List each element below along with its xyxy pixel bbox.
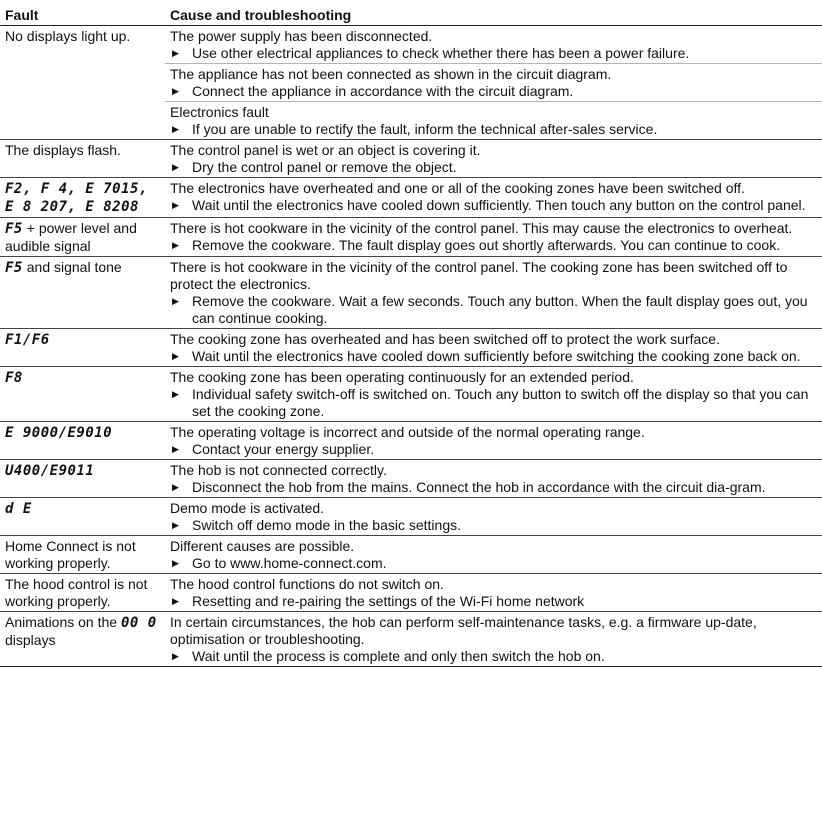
remedy-step: [170, 648, 816, 665]
fault-cell: [0, 422, 165, 460]
fault-cell: [0, 26, 165, 140]
cause-text: The electronics have overheated and one or all of the cooking zones have been switched off.: [170, 180, 745, 196]
fault-code: F2, F 4, E 7015, E 8 207, E 8208: [5, 181, 148, 215]
cause-text: The hob is not connected correctly.: [170, 462, 387, 478]
fault-cell: [0, 498, 165, 536]
table-row: [0, 367, 822, 422]
table-row: [0, 460, 822, 498]
fault-code: F1/F6: [5, 332, 50, 348]
remedy-step: [170, 159, 816, 176]
fault-cell: [0, 218, 165, 257]
table-row: [0, 329, 822, 367]
cause-text: There is hot cookware in the vicinity of the control panel. The cooking zone has been switched off to protect the electronics.: [170, 259, 788, 292]
fault-code: E 9000/E9010: [5, 425, 113, 441]
cause-text: Electronics fault: [170, 104, 269, 120]
fault-cell: [0, 367, 165, 422]
cause-text: The cooking zone has been operating continuously for an extended period.: [170, 369, 634, 385]
remedy-step: [170, 45, 816, 62]
remedy-step: [170, 83, 816, 100]
fault-text: and signal tone: [22, 259, 122, 275]
remedy-text: Disconnect the hob from the mains. Connect the hob in accordance with the circuit dia-gram.: [192, 479, 766, 495]
remedy-step: [170, 348, 816, 365]
table-row: [0, 612, 822, 667]
triangle-right-icon: ▶: [172, 162, 179, 172]
remedy-text: If you are unable to rectify the fault, inform the technical after-sales service.: [192, 121, 658, 137]
remedy-text: Go to www.home-connect.com.: [192, 555, 387, 571]
table-row: [0, 498, 822, 536]
remedy-step: [170, 293, 816, 327]
table-body: [0, 26, 822, 667]
cause-text: Demo mode is activated.: [170, 500, 325, 516]
fault-cell: [0, 178, 165, 218]
remedy-text: Wait until the electronics have cooled down sufficiently before switching the cooking zone back on.: [192, 348, 801, 364]
remedy-step: [170, 197, 816, 214]
table-row: [0, 574, 822, 612]
remedy-step: [170, 121, 816, 138]
remedy-text: Remove the cookware. Wait a few seconds. Touch any button. When the fault display goes out, you can continue cooking.: [192, 293, 808, 326]
triangle-right-icon: ▶: [172, 596, 179, 606]
cause-text: In certain circumstances, the hob can perform self-maintenance tasks, e.g. a firmware up-date, optimisation or troubleshooting.: [170, 614, 757, 647]
cause-cell: [165, 102, 822, 140]
cause-cell: [165, 612, 822, 667]
remedy-step: [170, 593, 816, 610]
fault-text: Home Connect is not working properly.: [5, 538, 136, 571]
triangle-right-icon: ▶: [172, 444, 179, 454]
table-row: [0, 218, 822, 257]
cause-cell: [165, 26, 822, 64]
triangle-right-icon: ▶: [172, 296, 179, 306]
remedy-text: Wait until the electronics have cooled down sufficiently. Then touch any button on the control panel.: [192, 197, 806, 213]
triangle-right-icon: ▶: [172, 520, 179, 530]
triangle-right-icon: ▶: [172, 389, 179, 399]
cause-cell: [165, 329, 822, 367]
cause-cell: [165, 536, 822, 574]
remedy-text: Dry the control panel or remove the object.: [192, 159, 457, 175]
fault-text: The hood control is not working properly.: [5, 576, 148, 609]
triangle-right-icon: ▶: [172, 558, 179, 568]
fault-cell: [0, 257, 165, 329]
remedy-text: Contact your energy supplier.: [192, 441, 375, 457]
cause-cell: [165, 218, 822, 257]
fault-cell: [0, 329, 165, 367]
table-row: [0, 26, 822, 64]
triangle-right-icon: ▶: [172, 48, 179, 58]
table-row: [0, 178, 822, 218]
cause-column-header: Cause and troubleshooting: [165, 0, 822, 26]
triangle-right-icon: ▶: [172, 482, 179, 492]
remedy-step: [170, 517, 816, 534]
fault-column-header: Fault: [0, 0, 165, 26]
remedy-text: Wait until the process is complete and only then switch the hob on.: [192, 648, 605, 664]
fault-code: 00 0: [120, 615, 157, 631]
fault-text: Animations on the: [5, 614, 121, 630]
cause-cell: [165, 367, 822, 422]
fault-cell: [0, 460, 165, 498]
cause-text: There is hot cookware in the vicinity of the control panel. This may cause the electronics to overheat.: [170, 220, 793, 236]
cause-cell: [165, 574, 822, 612]
table-row: [0, 257, 822, 329]
fault-text: + power level and audible signal: [5, 220, 137, 254]
header-row: [0, 0, 822, 26]
remedy-text: Individual safety switch-off is switched on. Touch any button to switch off the display so that you can set the cooking zone.: [192, 386, 809, 419]
cause-cell: [165, 498, 822, 536]
table-row: [0, 140, 822, 178]
remedy-text: Connect the appliance in accordance with the circuit diagram.: [192, 83, 574, 99]
triangle-right-icon: ▶: [172, 351, 179, 361]
remedy-step: [170, 386, 816, 420]
cause-cell: [165, 64, 822, 102]
triangle-right-icon: ▶: [172, 86, 179, 96]
remedy-text: Use other electrical appliances to check whether there has been a power failure.: [192, 45, 690, 61]
fault-cell: [0, 140, 165, 178]
fault-code: F8: [5, 370, 23, 386]
cause-cell: [165, 140, 822, 178]
cause-text: The appliance has not been connected as shown in the circuit diagram.: [170, 66, 612, 82]
fault-code: U400/E9011: [5, 463, 95, 479]
fault-text: The displays flash.: [5, 142, 121, 158]
remedy-step: [170, 479, 816, 496]
remedy-step: [170, 441, 816, 458]
remedy-step: [170, 555, 816, 572]
fault-code: F5: [5, 221, 23, 237]
remedy-step: [170, 237, 816, 254]
cause-cell: [165, 422, 822, 460]
triangle-right-icon: ▶: [172, 651, 179, 661]
fault-code: d E: [5, 501, 32, 517]
fault-cell: [0, 612, 165, 667]
cause-cell: [165, 257, 822, 329]
triangle-right-icon: ▶: [172, 124, 179, 134]
triangle-right-icon: ▶: [172, 200, 179, 210]
fault-text: displays: [5, 632, 56, 648]
cause-text: The cooking zone has overheated and has been switched off to protect the work surface.: [170, 331, 720, 347]
table-row: [0, 422, 822, 460]
table-row: [0, 536, 822, 574]
cause-text: Different causes are possible.: [170, 538, 355, 554]
cause-cell: [165, 178, 822, 218]
cause-cell: [165, 460, 822, 498]
triangle-right-icon: ▶: [172, 240, 179, 250]
fault-cell: [0, 574, 165, 612]
fault-cell: [0, 536, 165, 574]
fault-code: F5: [5, 260, 23, 276]
remedy-text: Remove the cookware. The fault display goes out shortly afterwards. You can continue to cook.: [192, 237, 781, 253]
remedy-text: Switch off demo mode in the basic settings.: [192, 517, 461, 533]
cause-text: The operating voltage is incorrect and outside of the normal operating range.: [170, 424, 645, 440]
cause-text: The hood control functions do not switch on.: [170, 576, 444, 592]
fault-text: No displays light up.: [5, 28, 131, 44]
cause-text: The power supply has been disconnected.: [170, 28, 433, 44]
remedy-text: Resetting and re-pairing the settings of the Wi-Fi home network: [192, 593, 585, 609]
cause-text: The control panel is wet or an object is covering it.: [170, 142, 481, 158]
